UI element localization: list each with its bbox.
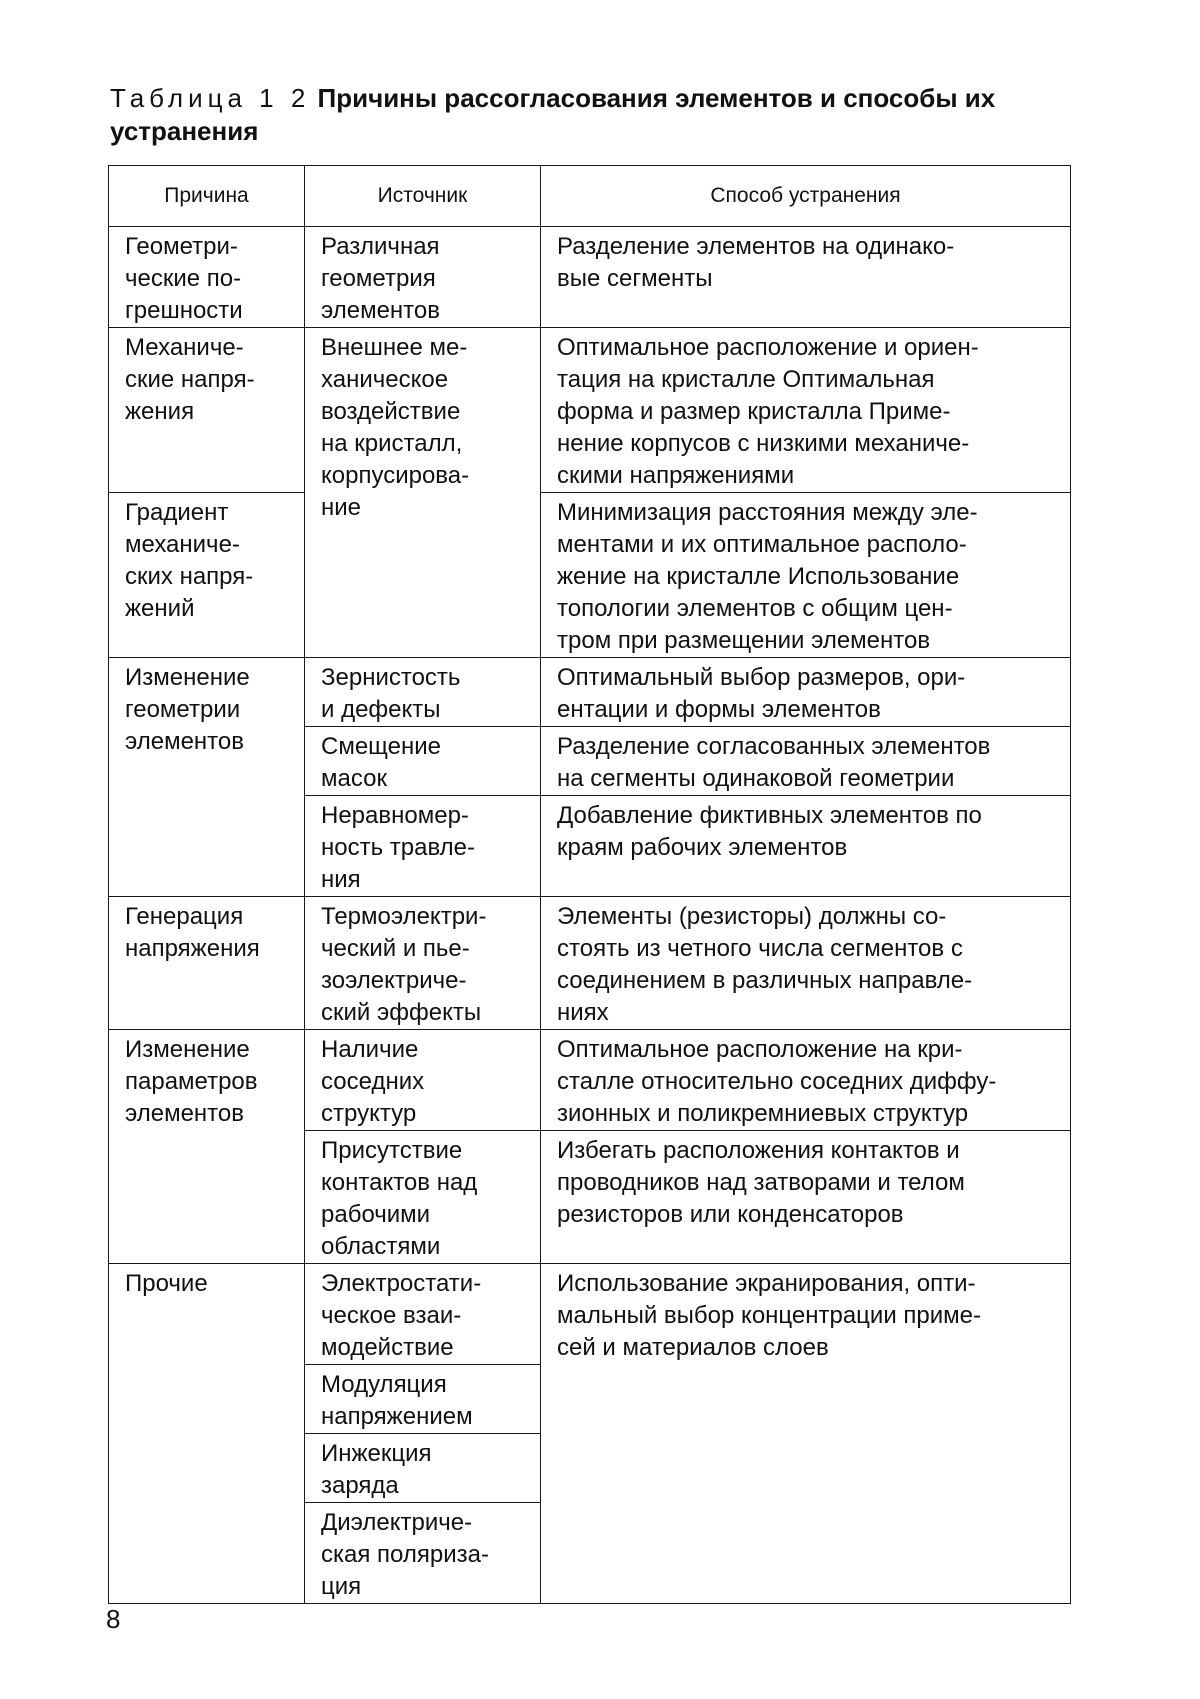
cause-cell	[109, 1030, 305, 1264]
method-text: Добавление фиктивных элементов по краям рабочих элементов	[557, 802, 982, 861]
cause-text: Прочие	[125, 1270, 208, 1297]
table-caption-title: Причины рассогласования элементов и способы их устранения	[110, 83, 996, 146]
source-cell	[305, 658, 541, 727]
method-cell	[541, 1030, 1071, 1131]
method-text: Использование экранирования, опти- мальный выбор концентрации приме- сей и материалов слоев	[557, 1270, 981, 1361]
table-row	[109, 493, 1071, 658]
source-text: Диэлектриче- ская поляриза- ция	[321, 1509, 489, 1600]
header-method: Способ устранения	[541, 166, 1071, 227]
header-cause: Причина	[109, 166, 305, 227]
table-row	[109, 227, 1071, 328]
table-row	[109, 1030, 1071, 1131]
method-cell	[541, 328, 1071, 493]
method-cell	[541, 897, 1071, 1030]
cause-cell	[109, 227, 305, 328]
page-number: 8	[106, 1604, 121, 1634]
source-cell	[305, 328, 541, 658]
method-text: Оптимальный выбор размеров, ори- ентации и формы элементов	[557, 664, 966, 723]
source-text: Модуляция напряжением	[321, 1371, 473, 1430]
cause-cell	[109, 1264, 305, 1604]
method-text: Разделение элементов на одинако- вые сегменты	[557, 233, 955, 292]
method-cell	[541, 658, 1071, 727]
cause-cell	[109, 493, 305, 658]
source-cell	[305, 1434, 541, 1503]
source-text: Присутствие контактов над рабочими областями	[321, 1137, 478, 1260]
table-row	[109, 658, 1071, 727]
header-source: Источник	[305, 166, 541, 227]
cause-text: Механиче- ские напря- жения	[125, 334, 255, 425]
method-text: Элементы (резисторы) должны со- стоять из четного числа сегментов с соединением в различных направле- ниях	[557, 903, 973, 1026]
method-cell	[541, 1131, 1071, 1264]
source-cell	[305, 796, 541, 897]
source-text: Инжекция заряда	[321, 1440, 432, 1499]
source-text: Зернистость и дефекты	[321, 664, 461, 723]
source-text: Смещение масок	[321, 733, 442, 792]
source-cell	[305, 1131, 541, 1264]
table-caption-label: Таблица 1 2	[110, 83, 311, 113]
table-row	[109, 328, 1071, 493]
cause-text: Градиент механиче- ских напря- жений	[125, 499, 254, 622]
method-text: Минимизация расстояния между эле- ментами и их оптимальное располо- жение на кристалле Использование топологии элементов с общим цен- тром при размещении элементов	[557, 499, 978, 654]
source-cell	[305, 897, 541, 1030]
cause-text: Геометри- ческие по- грешности	[125, 233, 243, 324]
source-cell	[305, 227, 541, 328]
method-cell	[541, 227, 1071, 328]
method-text: Оптимальное расположение на кри- сталле относительно соседних диффу- зионных и поликремниевых структур	[557, 1036, 997, 1127]
table-row	[109, 1264, 1071, 1365]
cause-text: Изменение параметров элементов	[125, 1036, 258, 1127]
source-text: Термоэлектри- ческий и пье- зоэлектриче- ский эффекты	[321, 903, 487, 1026]
cause-text: Генерация напряжения	[125, 903, 260, 962]
method-text: Оптимальное расположение и ориен- тация на кристалле Оптимальная форма и размер кристалла Приме- нение корпусов с низкими механиче- скими напряжениями	[557, 334, 979, 489]
source-cell	[305, 1365, 541, 1434]
source-text: Внешнее ме- ханическое воздействие на кристалл, корпусирова- ние	[321, 334, 470, 521]
source-text: Наличие соседних структур	[321, 1036, 425, 1127]
source-text: Неравномер- ность травле- ния	[321, 802, 475, 893]
cause-cell	[109, 897, 305, 1030]
source-cell	[305, 1030, 541, 1131]
source-text: Различная геометрия элементов	[321, 233, 440, 324]
source-cell	[305, 1264, 541, 1365]
table-caption	[110, 82, 1070, 148]
cause-cell	[109, 328, 305, 493]
source-cell	[305, 1503, 541, 1604]
mismatch-causes-table	[108, 165, 1071, 1604]
source-text: Электростати- ческое взаи- модействие	[321, 1270, 482, 1361]
method-text: Избегать расположения контактов и проводников над затворами и телом резисторов или конденсаторов	[557, 1137, 965, 1228]
method-cell	[541, 493, 1071, 658]
method-text: Разделение согласованных элементов на сегменты одинаковой геометрии	[557, 733, 991, 792]
cause-cell	[109, 658, 305, 897]
cause-text: Изменение геометрии элементов	[125, 664, 250, 755]
method-cell	[541, 1264, 1071, 1604]
table-header-row	[109, 166, 1071, 227]
source-cell	[305, 727, 541, 796]
method-cell	[541, 727, 1071, 796]
table-row	[109, 897, 1071, 1030]
method-cell	[541, 796, 1071, 897]
